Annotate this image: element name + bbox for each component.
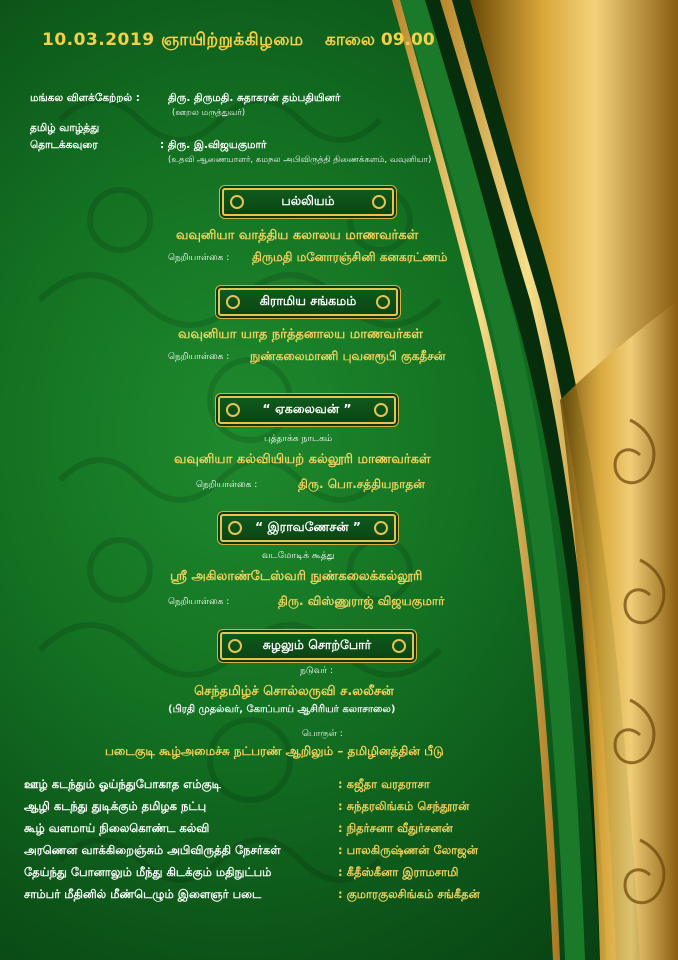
banner-ornament-icon — [374, 403, 388, 417]
debate-row-speaker: : சுந்தரலிங்கம் செந்தூரன் — [338, 799, 470, 813]
coach-name: திரு. விஸ்ணுராஜ் விஜயகுமார் — [278, 594, 445, 608]
judge-subtitle: (பிரதி முதல்வர், கோப்பாய் ஆசிரியர் கலாசாலை) — [168, 704, 396, 715]
lamp-label: மங்கல விளக்கேற்றல் : — [30, 92, 140, 104]
debate-row-speaker: : பாலகிருஷ்ணன் லோஜன் — [338, 843, 478, 857]
debate-row-speaker: : குமாரகுலசிங்கம் சங்கீதன் — [338, 887, 480, 901]
coach-name: நுண்கலைமாணி புவனரூபி குகதீசன் — [250, 349, 446, 363]
event-title: சுழலும் சொற்போர் — [262, 637, 372, 652]
judge-label: நடுவர் : — [300, 666, 334, 676]
topic-label: பொருள் : — [302, 729, 343, 739]
event-title: கிராமிய சங்கமம் — [259, 293, 357, 308]
event-group: வவுனியா வாத்திய கலாலய மாணவர்கள் — [176, 228, 419, 243]
event-title: “ ஏகலைவன் ” — [262, 401, 352, 416]
banner-ornament-icon — [372, 195, 386, 209]
event-subtitle: புத்தாக்க நாடகம் — [264, 434, 333, 444]
event-banner-4 — [220, 514, 396, 542]
debate-row-topic: அரணென வாக்கிறைஞ்சும் அபிவிருத்தி நேசர்கள் — [24, 843, 281, 857]
event-title: “ இராவணேசன் ” — [254, 519, 362, 534]
event-banner-1 — [222, 188, 394, 216]
event-title: பல்லியம் — [281, 193, 335, 208]
debate-row-speaker: : கீதீஸ்கீனா இராமசாமி — [338, 865, 459, 879]
speech-label: தொடக்கவுரை — [30, 139, 98, 151]
coach-label: நெறியாள்கை : — [168, 597, 230, 607]
coach-label: நெறியாள்கை : — [196, 480, 258, 490]
coach-label: நெறியாள்கை : — [168, 352, 230, 362]
speech-subtitle: (உதவி ஆணையாளர், கமநல அபிவிருத்தி திணைக்களம், வவுனியா) — [168, 155, 432, 165]
debate-row-topic: ஊழ் கடந்தும் ஓய்ந்துபோகாத எம்குடி — [24, 777, 221, 791]
lamp-subtitle: (ஊறல மருத்துவர்) — [172, 108, 246, 118]
judge-name: செந்தமிழ்ச் சொல்லருவி ச.லலீசன் — [194, 684, 394, 699]
lamp-name: திரு. திருமதி. சுதாகரன் தம்பதியினர் — [168, 92, 341, 104]
event-subtitle: வடமோடிக் கூத்து — [262, 551, 335, 561]
event-banner-5 — [220, 632, 414, 660]
event-banner-3 — [218, 396, 396, 424]
debate-row-topic: கூழ் வளமாய் நிலைகொண்ட கல்வி — [24, 821, 210, 835]
debate-row-topic: ஆழி கடந்து துடிக்கும் தமிழக நட்பு — [24, 799, 207, 813]
coach-name: திரு. பொ.சத்தியநாதன் — [298, 477, 425, 491]
coach-label: நெறியாள்கை : — [168, 253, 230, 263]
event-group: வவுனியா கல்வியியற் கல்லூரி மாணவர்கள் — [174, 452, 431, 467]
song-label: தமிழ் வாழ்த்து — [30, 122, 100, 134]
debate-row-speaker: : கஜீதா வரதராசா — [338, 777, 430, 791]
event-banner-2 — [218, 288, 398, 316]
banner-ornament-icon — [376, 295, 390, 309]
speech-name: : திரு. இ.விஜயகுமார் — [160, 139, 267, 151]
debate-row-topic: தேய்ந்து போனாலும் மீந்து கிடக்கும் மதிநுட்பம் — [24, 865, 272, 879]
event-date: 10.03.2019 ஞாயிற்றுக்கிழமை — [42, 30, 304, 50]
event-group: ஸ்ரீ அகிலாண்டேஸ்வரி நுண்கலைக்கல்லூரி — [170, 569, 423, 584]
coach-name: திருமதி மனோரஞ்சினி கனகரட்ணம் — [252, 250, 448, 264]
debate-row-topic: சாம்பர் மீதினில் மீண்டெழும் இளைஞர் படை — [24, 887, 262, 901]
event-group: வவுனியா யாத நர்த்தனாலய மாணவர்கள் — [178, 327, 423, 342]
banner-ornament-icon — [374, 521, 388, 535]
event-time: காலை 09.00 — [325, 30, 435, 50]
debate-topic: படைகுடி கூழ்அமைச்சு நட்பரண் ஆறிலும் – தமிழினத்தின் பீடு — [105, 744, 444, 758]
banner-ornament-icon — [392, 639, 406, 653]
debate-row-speaker: : நிதர்சனா வீதுர்சனன் — [338, 821, 453, 835]
